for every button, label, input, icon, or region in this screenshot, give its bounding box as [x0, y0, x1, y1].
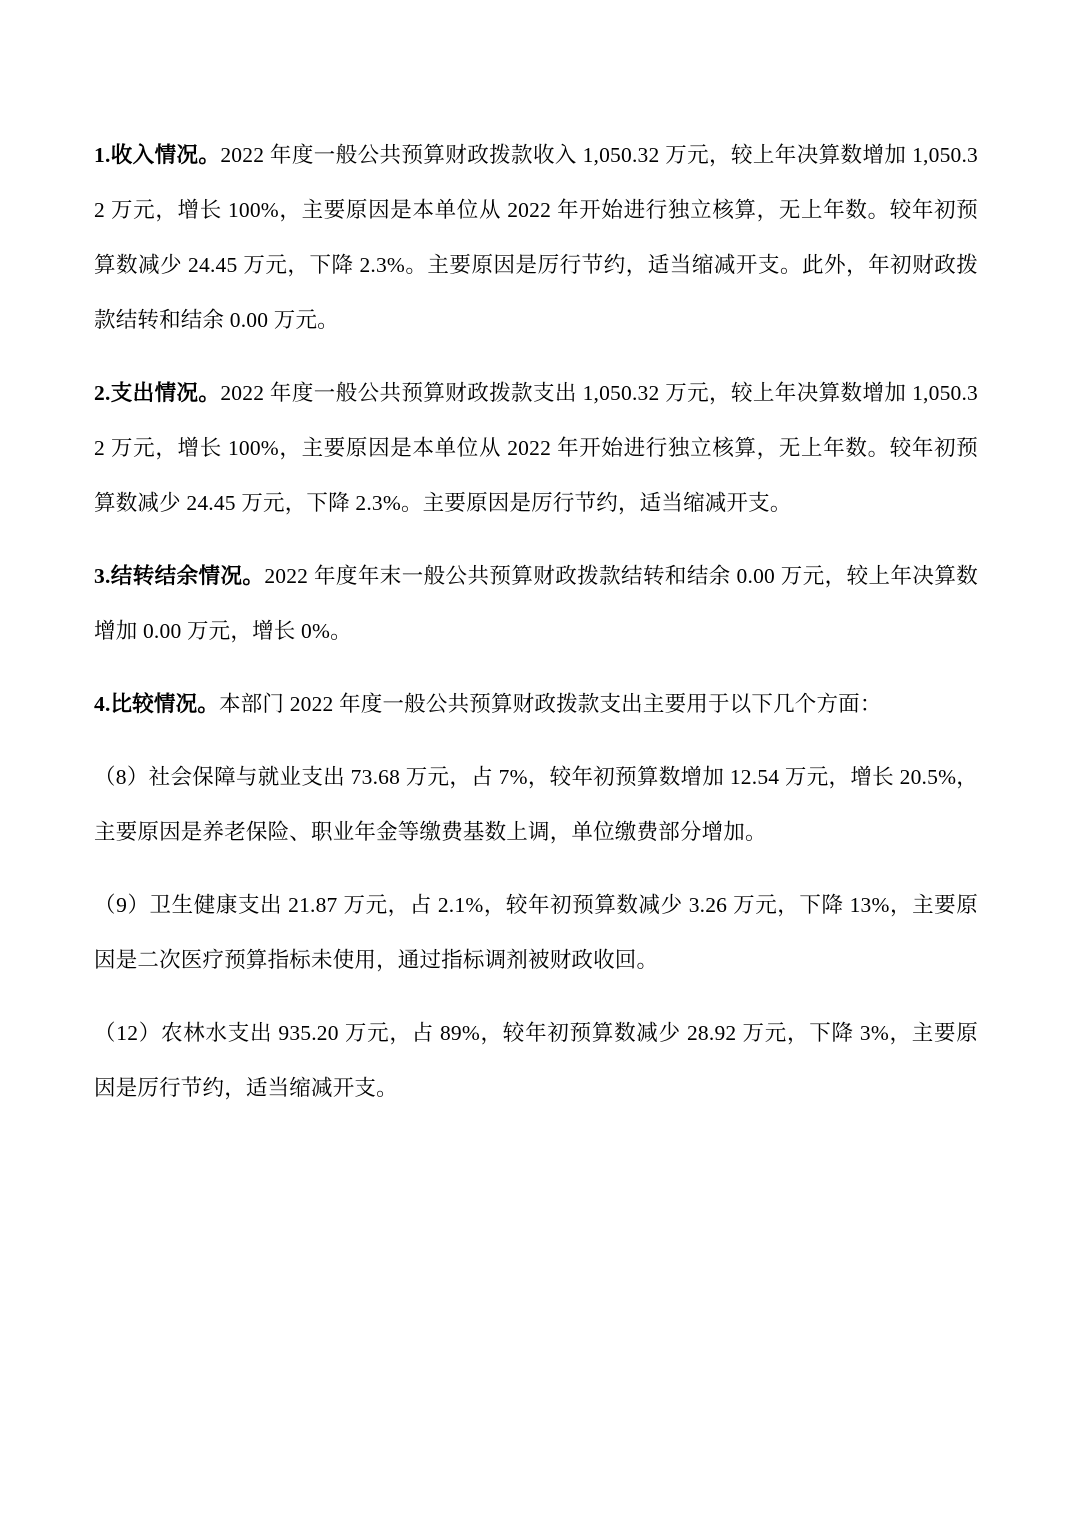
paragraph-expenditure	[94, 366, 978, 531]
paragraph-expenditure-body: 2022 年度一般公共预算财政拨款支出 1,050.32 万元，较上年决算数增加 1,050.32 万元，增长 100%，主要原因是本单位从 2022 年开始进行独立核算，无上年数。较年初预算数减少 24.45 万元，下降 2.3%。主要原因是厉行节约，适当缩减开支。	[94, 381, 979, 515]
paragraph-expenditure-lead: 2.支出情况。	[94, 381, 221, 405]
paragraph-carryover	[94, 549, 978, 659]
paragraph-comparison	[94, 677, 978, 732]
paragraph-carryover-lead: 3.结转结余情况。	[94, 564, 265, 588]
paragraph-item-9: （9）卫生健康支出 21.87 万元，占 2.1%，较年初预算数减少 3.26 万元，下降 13%，主要原因是二次医疗预算指标未使用，通过指标调剂被财政收回。	[94, 893, 978, 972]
paragraph-item-12: （12）农林水支出 935.20 万元，占 89%，较年初预算数减少 28.92 万元，下降 3%，主要原因是厉行节约，适当缩减开支。	[94, 1021, 978, 1100]
paragraph-income-body: 2022 年度一般公共预算财政拨款收入 1,050.32 万元，较上年决算数增加 1,050.32 万元，增长 100%，主要原因是本单位从 2022 年开始进行独立核算，无上年数。较年初预算数减少 24.45 万元，下降 2.3%。主要原因是厉行节约，适当缩减开支。此外，年初财政拨款结转和结余 0.00 万元。	[94, 143, 979, 332]
paragraph-comparison-body: 本部门 2022 年度一般公共预算财政拨款支出主要用于以下几个方面：	[219, 692, 882, 716]
paragraph-income-lead: 1.收入情况。	[94, 143, 221, 167]
paragraph-income	[94, 128, 978, 348]
paragraph-comparison-lead: 4.比较情况。	[94, 692, 220, 716]
paragraph-carryover-body: 2022 年度年末一般公共预算财政拨款结转和结余 0.00 万元，较上年决算数增加 0.00 万元，增长 0%。	[94, 564, 978, 643]
paragraph-item-8: （8）社会保障与就业支出 73.68 万元，占 7%，较年初预算数增加 12.54 万元，增长 20.5%，主要原因是养老保险、职业年金等缴费基数上调，单位缴费部分增加。	[94, 765, 978, 844]
